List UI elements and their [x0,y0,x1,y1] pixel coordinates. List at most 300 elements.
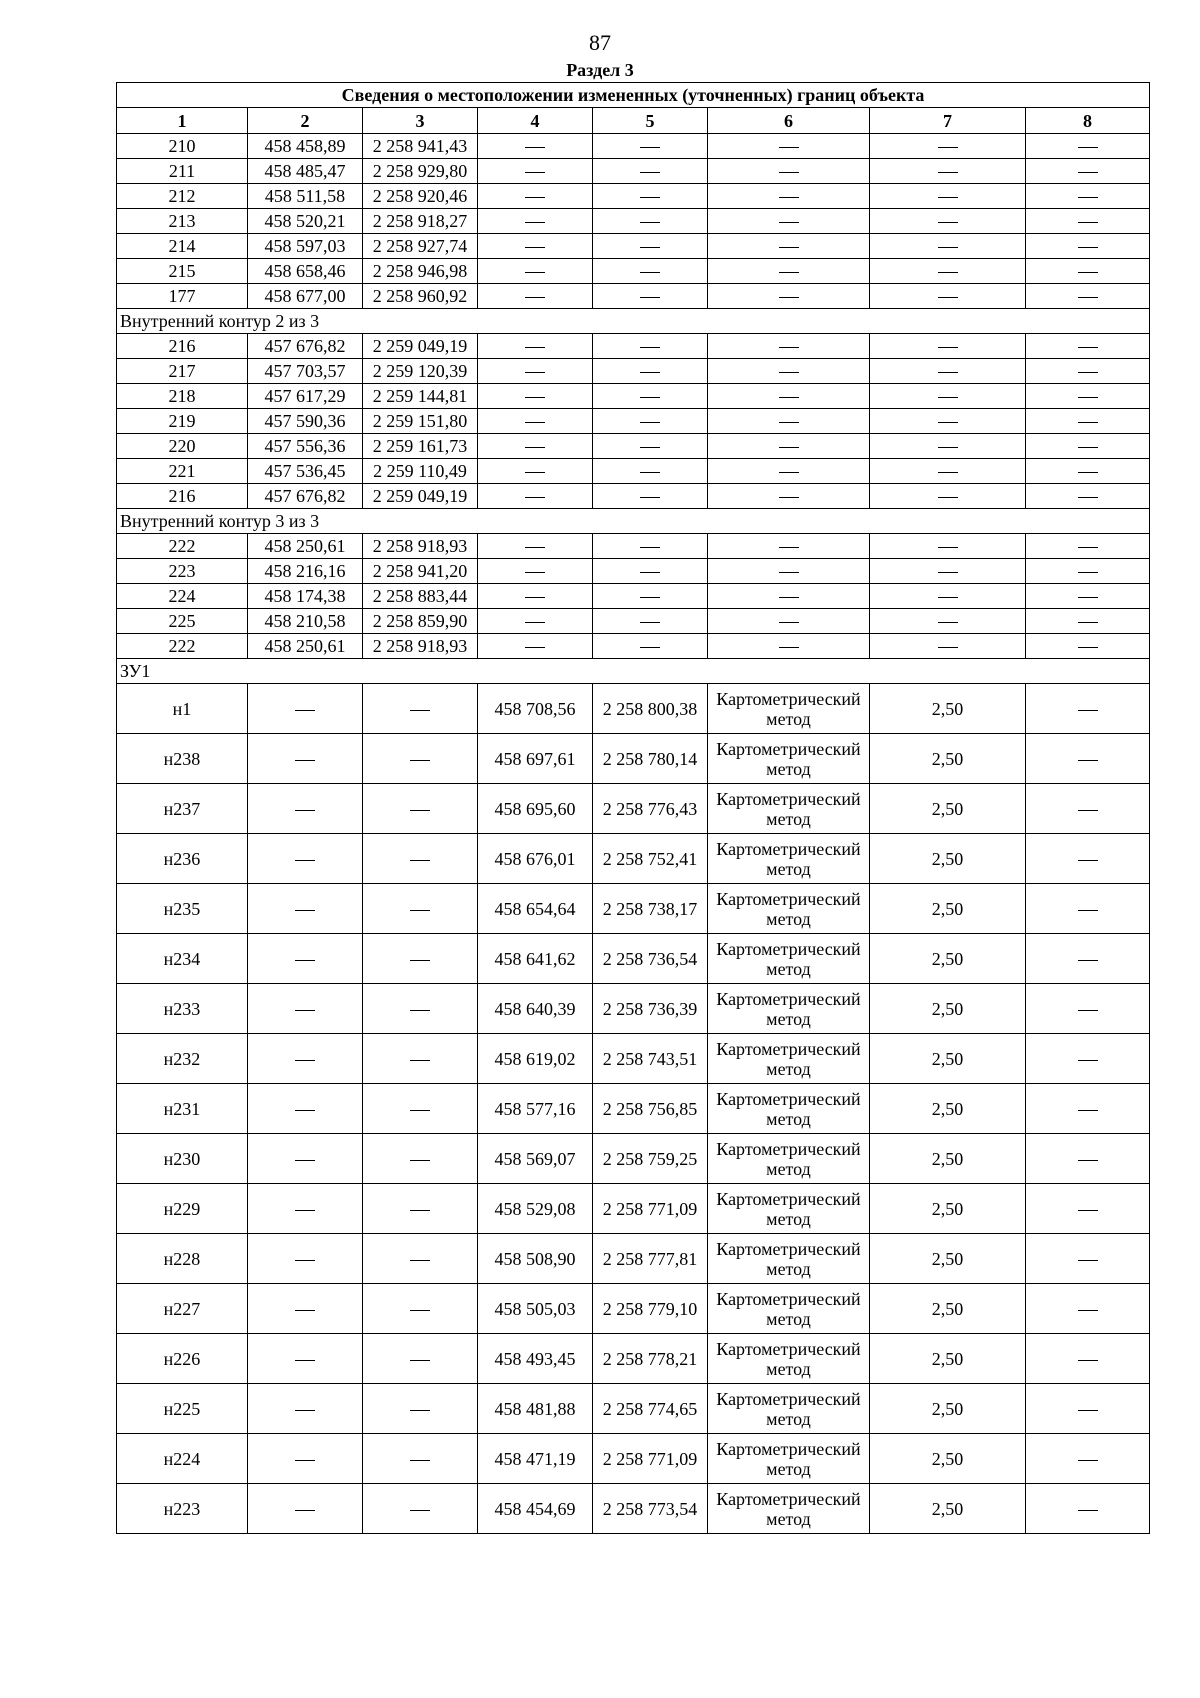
table-cell: Картометрический метод [708,684,870,734]
empty-value-dash [779,397,799,398]
table-cell: 458 520,21 [248,209,363,234]
empty-value-dash [295,1310,315,1311]
table-cell [248,884,363,934]
table-row [117,834,1150,884]
table-cell: 458 658,46 [248,259,363,284]
empty-value-dash [525,572,545,573]
table-cell [363,1034,478,1084]
table-cell: 2,50 [870,1384,1026,1434]
table-cell: 458 577,16 [478,1084,593,1134]
table-cell [1026,409,1150,434]
empty-value-dash [640,447,660,448]
table-cell [478,134,593,159]
table-cell [478,634,593,659]
table-cell: Картометрический метод [708,1034,870,1084]
table-cell: н225 [117,1384,248,1434]
table-cell: 2 259 049,19 [363,484,478,509]
table-cell [1026,534,1150,559]
table-cell [870,634,1026,659]
table-cell [708,534,870,559]
table-cell [593,209,708,234]
empty-value-dash [410,1160,430,1161]
table-cell: 458 640,39 [478,984,593,1034]
table-cell [708,459,870,484]
table-cell [1026,184,1150,209]
table-cell [1026,1184,1150,1234]
table-row [117,734,1150,784]
table-cell: 2 258 736,54 [593,934,708,984]
table-cell: 458 654,64 [478,884,593,934]
table-cell: 2,50 [870,1334,1026,1384]
empty-value-dash [295,1060,315,1061]
table-cell [363,784,478,834]
table-cell [593,259,708,284]
table-cell: 2 258 773,54 [593,1484,708,1534]
empty-value-dash [1078,372,1098,373]
table-cell [363,684,478,734]
table-cell: н235 [117,884,248,934]
table-cell [478,409,593,434]
table-row [117,484,1150,509]
empty-value-dash [1078,760,1098,761]
table-cell [1026,1134,1150,1184]
empty-value-dash [525,372,545,373]
table-cell: 2,50 [870,1034,1026,1084]
empty-value-dash [640,622,660,623]
table-cell [593,409,708,434]
table-cell: Картометрический метод [708,1434,870,1484]
empty-value-dash [1078,1510,1098,1511]
table-cell: 457 556,36 [248,434,363,459]
table-cell [1026,584,1150,609]
empty-value-dash [779,247,799,248]
empty-value-dash [1078,960,1098,961]
page-number: 87 [589,30,611,55]
table-cell: 458 529,08 [478,1184,593,1234]
empty-value-dash [938,347,958,348]
table-row [117,1484,1150,1534]
table-cell [363,1234,478,1284]
table-cell [478,209,593,234]
empty-value-dash [1078,1210,1098,1211]
empty-value-dash [295,1210,315,1211]
table-cell: 216 [117,334,248,359]
empty-value-dash [1078,910,1098,911]
group-label: Внутренний контур 3 из 3 [117,509,1150,534]
table-cell: Картометрический метод [708,1134,870,1184]
table-cell [248,1334,363,1384]
table-row [117,609,1150,634]
table-cell [708,634,870,659]
empty-value-dash [1078,272,1098,273]
table-cell [870,534,1026,559]
table-cell [478,184,593,209]
table-cell: 2 258 929,80 [363,159,478,184]
table-cell [248,1184,363,1234]
table-cell [478,259,593,284]
table-row [117,1384,1150,1434]
table-cell [870,184,1026,209]
table-cell: 224 [117,584,248,609]
table-cell: 2 258 743,51 [593,1034,708,1084]
table-cell: 2,50 [870,934,1026,984]
table-cell: 2 258 780,14 [593,734,708,784]
empty-value-dash [525,347,545,348]
table-cell: 458 511,58 [248,184,363,209]
empty-value-dash [410,810,430,811]
empty-value-dash [779,447,799,448]
empty-value-dash [1078,622,1098,623]
table-cell [1026,684,1150,734]
table-cell [478,359,593,384]
empty-value-dash [410,1310,430,1311]
table-cell: 458 641,62 [478,934,593,984]
empty-value-dash [640,597,660,598]
empty-value-dash [640,497,660,498]
table-cell [478,334,593,359]
table-cell: 2 258 756,85 [593,1084,708,1134]
table-cell [1026,1434,1150,1484]
table-cell [1026,384,1150,409]
table-cell: 2 258 759,25 [593,1134,708,1184]
empty-value-dash [1078,197,1098,198]
table-cell [870,584,1026,609]
table-cell [363,1284,478,1334]
column-header: 4 [478,108,593,134]
empty-value-dash [640,347,660,348]
table-cell: 223 [117,559,248,584]
table-cell: 214 [117,234,248,259]
table-cell: 458 508,90 [478,1234,593,1284]
empty-value-dash [525,272,545,273]
table-cell: 2 258 738,17 [593,884,708,934]
empty-value-dash [938,422,958,423]
table-row [117,984,1150,1034]
table-cell: 458 210,58 [248,609,363,634]
empty-value-dash [295,1160,315,1161]
table-cell [248,1034,363,1084]
empty-value-dash [525,622,545,623]
table-cell [870,409,1026,434]
empty-value-dash [295,1460,315,1461]
empty-value-dash [410,1110,430,1111]
empty-value-dash [1078,572,1098,573]
table-cell [363,1334,478,1384]
table-cell [708,559,870,584]
table-cell: н226 [117,1334,248,1384]
table-cell [593,234,708,259]
table-cell [870,259,1026,284]
table-cell [1026,234,1150,259]
empty-value-dash [1078,810,1098,811]
table-cell [1026,159,1150,184]
table-row [117,184,1150,209]
empty-value-dash [1078,1010,1098,1011]
table-caption-row [117,83,1150,108]
empty-value-dash [938,597,958,598]
table-cell [870,134,1026,159]
table-cell [708,334,870,359]
empty-value-dash [525,497,545,498]
table-cell: н238 [117,734,248,784]
table-cell: Картометрический метод [708,1234,870,1284]
table-row [117,1234,1150,1284]
empty-value-dash [1078,497,1098,498]
empty-value-dash [1078,347,1098,348]
empty-value-dash [938,447,958,448]
empty-value-dash [410,1210,430,1211]
table-cell: Картометрический метод [708,984,870,1034]
table-cell [708,409,870,434]
empty-value-dash [410,860,430,861]
empty-value-dash [295,1360,315,1361]
empty-value-dash [640,647,660,648]
table-cell: 2,50 [870,1134,1026,1184]
empty-value-dash [1078,397,1098,398]
table-cell: 210 [117,134,248,159]
empty-value-dash [779,647,799,648]
table-cell [363,984,478,1034]
empty-value-dash [779,547,799,548]
table-cell [478,234,593,259]
table-cell: 2,50 [870,1434,1026,1484]
table-cell [1026,134,1150,159]
table-row [117,1084,1150,1134]
table-cell [478,534,593,559]
empty-value-dash [1078,1260,1098,1261]
table-cell: 2,50 [870,884,1026,934]
table-cell: 457 703,57 [248,359,363,384]
empty-value-dash [779,597,799,598]
empty-value-dash [1078,1410,1098,1411]
empty-value-dash [779,347,799,348]
table-cell: н231 [117,1084,248,1134]
table-cell [870,209,1026,234]
table-cell: 2 258 946,98 [363,259,478,284]
table-cell [1026,984,1150,1034]
table-cell: Картометрический метод [708,1184,870,1234]
table-cell [870,384,1026,409]
empty-value-dash [640,422,660,423]
table-cell: н228 [117,1234,248,1284]
table-cell: 2,50 [870,834,1026,884]
empty-value-dash [938,472,958,473]
empty-value-dash [525,172,545,173]
table-cell [248,1134,363,1184]
empty-value-dash [1078,597,1098,598]
empty-value-dash [779,272,799,273]
table-cell: н1 [117,684,248,734]
empty-value-dash [938,572,958,573]
table-cell: 2 258 960,92 [363,284,478,309]
table-row [117,584,1150,609]
empty-value-dash [1078,1160,1098,1161]
table-cell [248,984,363,1034]
table-cell [363,1084,478,1134]
table-cell: 458 676,01 [478,834,593,884]
table-cell [1026,259,1150,284]
table-cell: 2,50 [870,684,1026,734]
table-cell [708,184,870,209]
empty-value-dash [938,372,958,373]
table-cell: 2,50 [870,734,1026,784]
group-header-row [117,309,1150,334]
empty-value-dash [640,297,660,298]
empty-value-dash [410,760,430,761]
table-cell [593,384,708,409]
table-cell [363,1384,478,1434]
table-cell [1026,934,1150,984]
table-cell [593,609,708,634]
table-cell: 222 [117,634,248,659]
table-row [117,334,1150,359]
table-row [117,1334,1150,1384]
table-cell [593,359,708,384]
table-cell [1026,1334,1150,1384]
empty-value-dash [1078,422,1098,423]
empty-value-dash [1078,547,1098,548]
boundary-coordinates-table [116,82,1150,1534]
table-cell [870,359,1026,384]
empty-value-dash [295,910,315,911]
table-cell: Картометрический метод [708,734,870,784]
table-cell: 2 259 049,19 [363,334,478,359]
column-header: 6 [708,108,870,134]
table-cell: 458 481,88 [478,1384,593,1434]
group-label: Внутренний контур 2 из 3 [117,309,1150,334]
empty-value-dash [1078,710,1098,711]
empty-value-dash [525,197,545,198]
table-cell: 2 258 859,90 [363,609,478,634]
empty-value-dash [1078,1460,1098,1461]
empty-value-dash [640,547,660,548]
empty-value-dash [779,622,799,623]
empty-value-dash [938,147,958,148]
table-cell: 2 258 776,43 [593,784,708,834]
table-cell: 177 [117,284,248,309]
empty-value-dash [525,647,545,648]
table-cell: Картометрический метод [708,784,870,834]
empty-value-dash [640,272,660,273]
column-header: 1 [117,108,248,134]
table-cell [1026,1384,1150,1434]
column-header: 7 [870,108,1026,134]
table-cell [478,384,593,409]
empty-value-dash [1078,172,1098,173]
table-cell [248,1084,363,1134]
empty-value-dash [1078,1110,1098,1111]
empty-value-dash [525,147,545,148]
table-cell: Картометрический метод [708,834,870,884]
table-cell [1026,784,1150,834]
table-cell [248,734,363,784]
table-cell [478,284,593,309]
table-cell [1026,209,1150,234]
table-caption: Сведения о местоположении измененных (уточненных) границ объекта [117,83,1150,108]
table-row [117,459,1150,484]
table-cell [870,234,1026,259]
empty-value-dash [410,1010,430,1011]
empty-value-dash [295,1510,315,1511]
empty-value-dash [525,297,545,298]
table-cell: 458 493,45 [478,1334,593,1384]
empty-value-dash [640,197,660,198]
table-cell [1026,1084,1150,1134]
empty-value-dash [1078,1310,1098,1311]
table-cell: 2 259 161,73 [363,434,478,459]
table-cell [248,684,363,734]
empty-value-dash [525,222,545,223]
table-cell: н223 [117,1484,248,1534]
table-cell [248,834,363,884]
table-cell [248,1234,363,1284]
table-cell [1026,1034,1150,1084]
group-header-row [117,509,1150,534]
table-cell [870,159,1026,184]
empty-value-dash [1078,1060,1098,1061]
empty-value-dash [410,1410,430,1411]
table-cell [478,459,593,484]
empty-value-dash [938,272,958,273]
table-cell [708,159,870,184]
table-cell [1026,559,1150,584]
table-cell [1026,284,1150,309]
table-cell: Картометрический метод [708,884,870,934]
table-cell [870,484,1026,509]
table-cell [1026,634,1150,659]
table-cell [248,1284,363,1334]
table-cell: н232 [117,1034,248,1084]
table-cell: 2 259 110,49 [363,459,478,484]
table-cell: 2 259 151,80 [363,409,478,434]
empty-value-dash [410,1260,430,1261]
empty-value-dash [410,1360,430,1361]
table-cell: н233 [117,984,248,1034]
table-cell: 458 597,03 [248,234,363,259]
empty-value-dash [1078,472,1098,473]
table-row [117,634,1150,659]
table-cell [593,134,708,159]
empty-value-dash [410,1460,430,1461]
table-cell: 458 677,00 [248,284,363,309]
table-cell: 458 485,47 [248,159,363,184]
table-cell: 2 258 927,74 [363,234,478,259]
empty-value-dash [525,397,545,398]
table-cell: 457 676,82 [248,484,363,509]
table-cell [708,284,870,309]
table-cell: 2 259 120,39 [363,359,478,384]
table-cell [1026,734,1150,784]
table-cell: Картометрический метод [708,1384,870,1434]
table-cell [870,609,1026,634]
table-cell: 458 250,61 [248,534,363,559]
table-cell [478,484,593,509]
column-header-row [117,108,1150,134]
empty-value-dash [410,1510,430,1511]
table-cell: 458 454,69 [478,1484,593,1534]
empty-value-dash [779,572,799,573]
table-cell [1026,359,1150,384]
table-cell [708,609,870,634]
table-cell [478,159,593,184]
table-cell: 2 258 752,41 [593,834,708,884]
table-cell [248,1434,363,1484]
empty-value-dash [640,372,660,373]
empty-value-dash [779,497,799,498]
table-cell [1026,1484,1150,1534]
empty-value-dash [1078,447,1098,448]
empty-value-dash [938,397,958,398]
